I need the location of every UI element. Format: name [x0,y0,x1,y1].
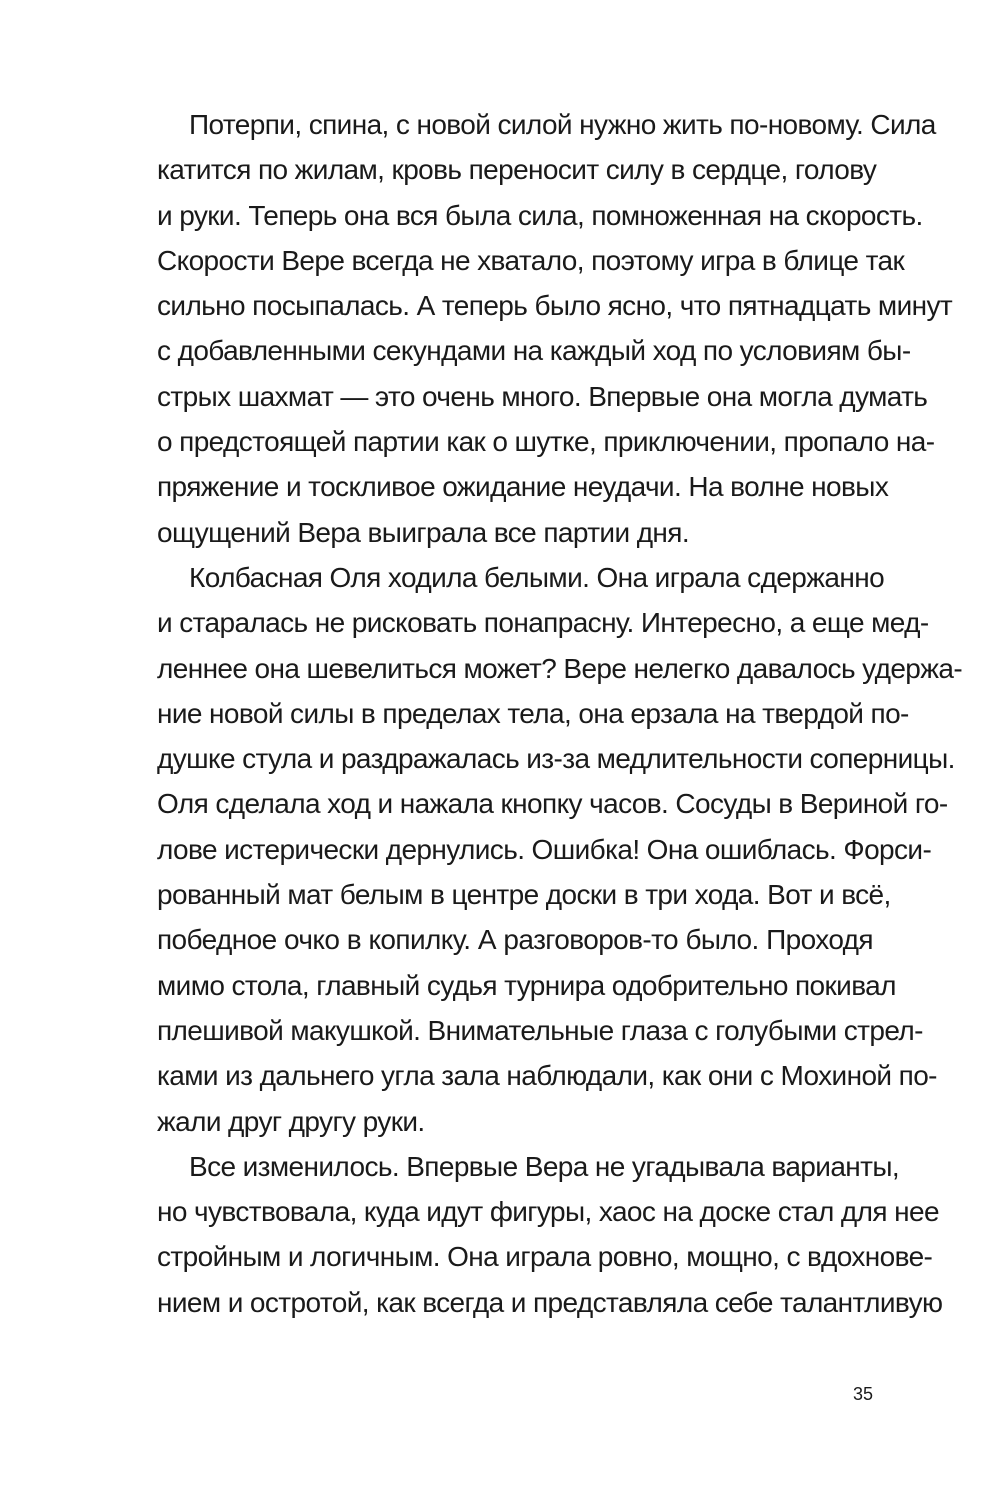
text-line: Скорости Вере всегда не хватало, поэтому игра в блице так [157,244,905,276]
body-text [157,102,963,1325]
text-line: сильно посыпалась. А теперь было ясно, что пятнадцать минут [157,290,953,322]
text-line: и руки. Теперь она вся была сила, помноженная на скорость. [157,199,923,231]
text-line: Потерпи, спина, с новой силой нужно жить по-новому. Сила [189,109,936,140]
text-line: душке стула и раздражалась из-за медлительности соперницы. [157,743,955,775]
text-line: и старалась не рисковать понапрасну. Интересно, а еще мед- [157,607,929,639]
text-line: мимо стола, главный судья турнира одобрительно покивал [157,969,896,1001]
text-line: Все изменилось. Впервые Вера не угадывала варианты, [189,1150,900,1182]
page-number: 35 [852,1384,873,1404]
text-line: победное очко в копилку. А разговоров-то было. Проходя [157,924,873,956]
text-line: жали друг другу руки. [157,1105,425,1137]
text-line: рованный мат белым в центре доски в три хода. Вот и всё, [157,879,891,911]
text-line: Оля сделала ход и нажала кнопку часов. Сосуды в Вериной го- [157,788,948,820]
text-line: ние новой силы в пределах тела, она ерзала на твердой по- [157,697,909,729]
text-line: с добавленными секундами на каждый ход по условиям бы- [157,335,911,367]
text-line: плешивой макушкой. Внимательные глаза с голубыми стрел- [157,1014,923,1046]
text-line: стройным и логичным. Она играла ровно, мощно, с вдохнове- [157,1241,933,1273]
text-line: стрых шахмат — это очень много. Впервые она могла думать [157,380,928,412]
text-line: ками из дальнего угла зала наблюдали, как они с Мохиной по- [157,1060,937,1092]
text-line: леннее она шевелиться может? Вере нелегко давалось удержа- [157,652,963,684]
text-line: лове истерически дернулись. Ошибка! Она ошиблась. Форси- [157,833,932,865]
text-line: ощущений Вера выиграла все партии дня. [157,516,690,548]
text-line: катится по жилам, кровь переносит силу в сердце, голову [157,154,877,186]
text-line: пряжение и тоскливое ожидание неудачи. На волне новых [157,471,889,503]
text-line: Колбасная Оля ходила белыми. Она играла сдержанно [189,561,885,593]
text-line: нием и остротой, как всегда и представляла себе талантливую [157,1286,943,1318]
text-line: но чувствовала, куда идут фигуры, хаос на доске стал для нее [157,1196,939,1228]
text-line: о предстоящей партии как о шутке, приключении, пропало на- [157,426,935,458]
